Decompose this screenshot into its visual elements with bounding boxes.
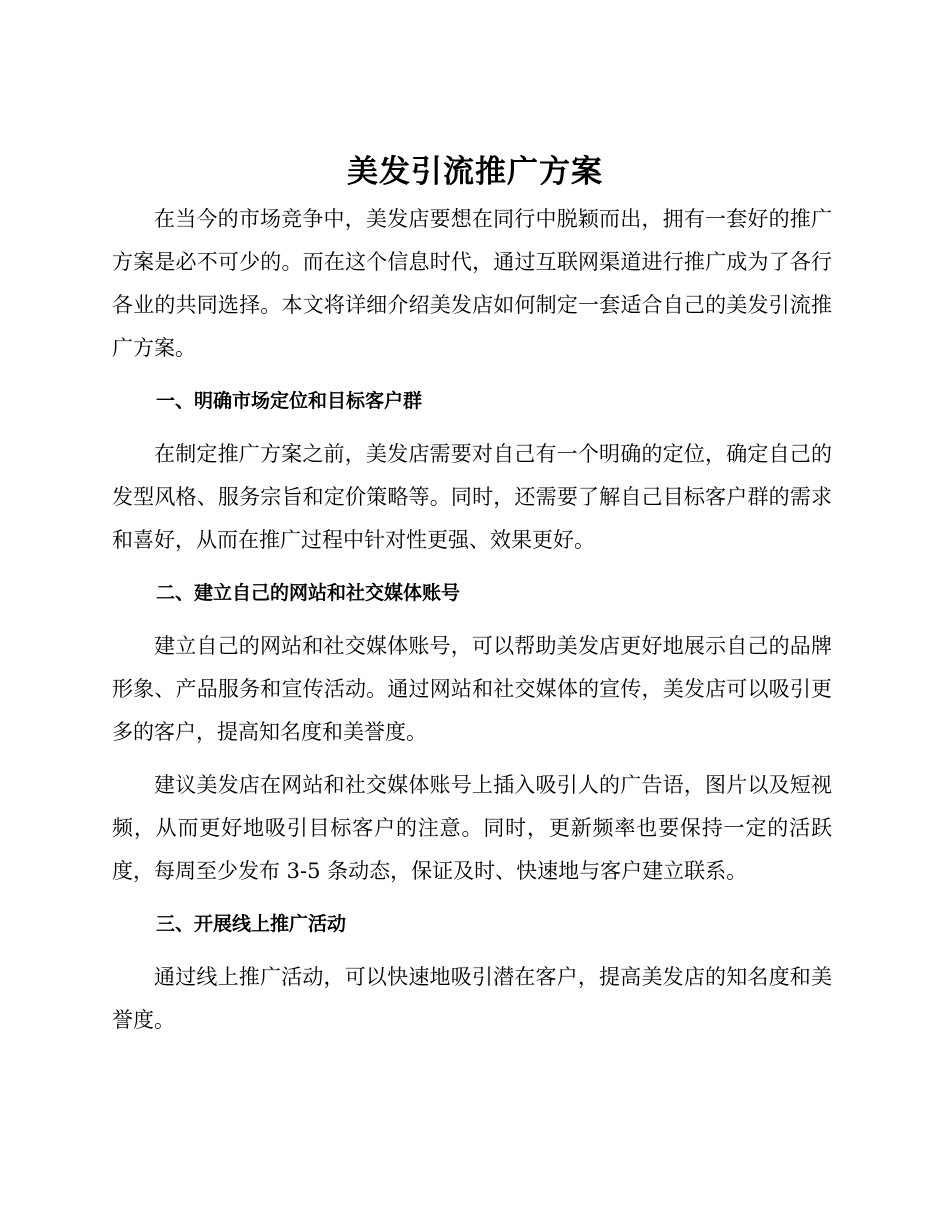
document-body xyxy=(112,198,832,1052)
section-paragraph-positioning: 在制定推广方案之前，美发店需要对自己有一个明确的定位，确定自己的发型风格、服务宗旨和定价策略等。同时，还需要了解自己目标客户群的需求和喜好，从而在推广过程中针对性更强、效果更好。 xyxy=(112,442,832,552)
document-title: 美发引流推广方案 xyxy=(347,154,603,190)
section-paragraph-online-promotion: 通过线上推广活动，可以快速地吸引潜在客户，提高美发店的知名度和美誉度。 xyxy=(112,965,832,1032)
section-paragraph-website-social-1: 建立自己的网站和社交媒体账号，可以帮助美发店更好地展示自己的品牌形象、产品服务和宣传活动。通过网站和社交媒体的宣传，美发店可以吸引更多的客户，提高知名度和美誉度。 xyxy=(112,634,832,744)
section-heading-online-promotion: 三、开展线上推广活动 xyxy=(156,913,347,935)
intro-paragraph: 在当今的市场竞争中，美发店要想在同行中脱颖而出，拥有一套好的推广方案是必不可少的。而在这个信息时代，通过互联网渠道进行推广成为了各行各业的共同选择。本文将详细介绍美发店如何制定一套适合自己的美发引流推广方案。 xyxy=(112,207,832,360)
section-heading-website-social: 二、建立自己的网站和社交媒体账号 xyxy=(156,582,461,604)
section-heading-positioning: 一、明确市场定位和目标客户群 xyxy=(156,390,423,412)
section-paragraph-website-social-2: 建议美发店在网站和社交媒体账号上插入吸引人的广告语，图片以及短视频，从而更好地吸引目标客户的注意。同时，更新频率也要保持一定的活跃度，每周至少发布 3-5 条动态，保证及时、快速地与客户建立联系。 xyxy=(112,773,832,883)
